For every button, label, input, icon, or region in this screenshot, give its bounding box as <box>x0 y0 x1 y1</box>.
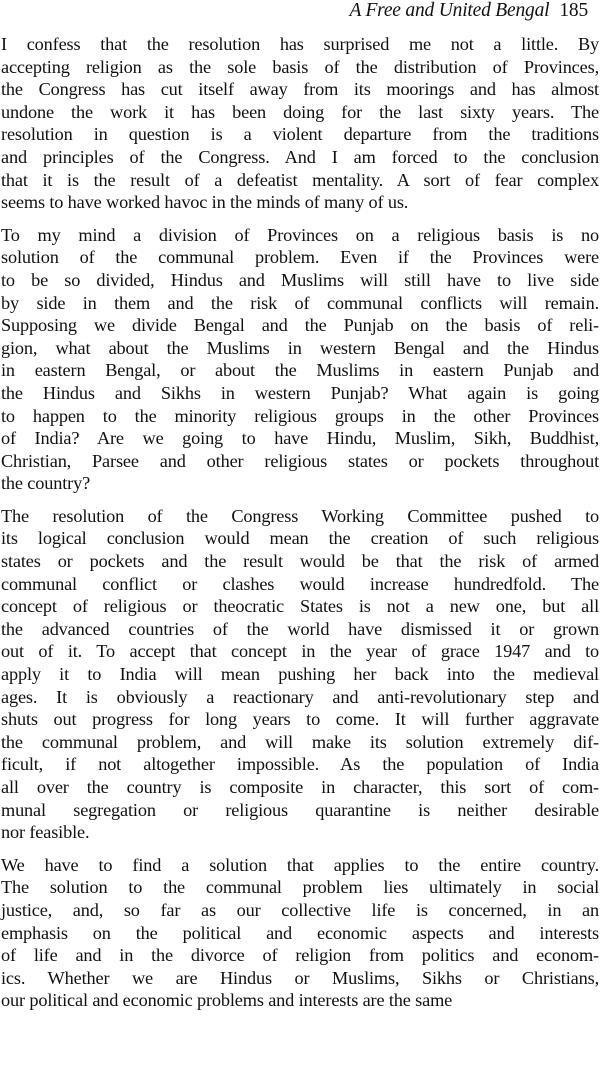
text-line: the country? <box>1 473 91 494</box>
text-line: of India? Are we going to have Hindu, Muslim, Sikh, Buddhist, <box>1 428 599 449</box>
paragraph <box>1 33 599 214</box>
text-line: emphasis on the political and economic aspects and interests <box>1 922 599 943</box>
text-line: the Congress has cut itself away from its moorings and has almost <box>1 79 599 100</box>
text-line: that it is the result of a defeatist mentality. A sort of fear complex <box>1 169 599 190</box>
text-line: undone the work it has been doing for the last sixty years. The <box>1 101 599 122</box>
text-line: of life and in the divorce of religion from politics and econom- <box>1 945 599 966</box>
text-line: shuts out progress for long years to come. It will further aggravate <box>1 709 599 730</box>
text-line: and principles of the Congress. And I am forced to the conclusion <box>1 146 599 167</box>
text-line: seems to have worked havoc in the minds of many of us. <box>1 192 409 213</box>
text-line: its logical conclusion would mean the creation of such religious <box>1 528 599 549</box>
text-line: justice, and, so far as our collective life is concerned, in an <box>1 899 599 920</box>
paragraph <box>1 224 599 495</box>
text-line: to happen to the minority religious groups in the other Provinces <box>1 405 599 426</box>
text-line: The resolution of the Congress Working Committee pushed to <box>1 505 599 526</box>
paragraph <box>1 854 599 1012</box>
text-line: The solution to the communal problem lies ultimately in social <box>1 877 599 898</box>
text-line: Christian, Parsee and other religious states or pockets throughout <box>1 450 599 471</box>
page-number: 185 <box>559 0 588 21</box>
text-line: accepting religion as the sole basis of the distribution of Provinces, <box>1 56 599 77</box>
text-line: by side in them and the risk of communal conflicts will remain. <box>1 292 599 313</box>
text-line: concept of religious or theocratic States is not a new one, but all <box>1 596 599 617</box>
text-line: out of it. To accept that concept in the year of grace 1947 and to <box>1 641 599 662</box>
text-line: states or pockets and the result would be that the risk of armed <box>1 551 599 572</box>
text-line: nor feasible. <box>1 822 90 843</box>
text-line: To my mind a division of Provinces on a religious basis is no <box>1 224 599 245</box>
text-line: solution of the communal problem. Even if the Provinces were <box>1 247 599 268</box>
paragraph <box>1 505 599 844</box>
text-line: the Hindus and Sikhs in western Punjab? What again is going <box>1 382 599 403</box>
running-head-title: A Free and United Bengal <box>349 0 550 21</box>
body-text <box>1 33 599 1022</box>
text-line: the advanced countries of the world have dismissed it or grown <box>1 618 599 639</box>
text-line: apply it to India will mean pushing her back into the medieval <box>1 664 599 685</box>
text-line: Supposing we divide Bengal and the Punjab on the basis of reli- <box>1 315 599 336</box>
text-line: in eastern Bengal, or about the Muslims in eastern Punjab and <box>1 360 599 381</box>
text-line: communal conflict or clashes would increase hundredfold. The <box>1 573 599 594</box>
running-head <box>349 0 588 24</box>
text-line: resolution in question is a violent departure from the traditions <box>1 124 599 145</box>
text-line: We have to find a solution that applies to the entire country. <box>1 854 599 875</box>
text-line: munal segregation or religious quarantine is neither desirable <box>1 799 599 820</box>
text-line: ages. It is obviously a reactionary and anti-revolutionary step and <box>1 686 599 707</box>
text-line: the communal problem, and will make its solution extremely dif- <box>1 731 599 752</box>
text-line: gion, what about the Muslims in western Bengal and the Hindus <box>1 337 599 358</box>
text-line: ics. Whether we are Hindus or Muslims, Sikhs or Christians, <box>1 967 599 988</box>
text-line: all over the country is composite in character, this sort of com- <box>1 777 599 797</box>
text-line: ficult, if not altogether impossible. As the population of India <box>1 754 599 775</box>
text-line: to be so divided, Hindus and Muslims will still have to live side <box>1 269 599 290</box>
text-line: our political and economic problems and interests are the same <box>1 990 453 1011</box>
text-line: I confess that the resolution has surprised me not a little. By <box>1 34 599 54</box>
